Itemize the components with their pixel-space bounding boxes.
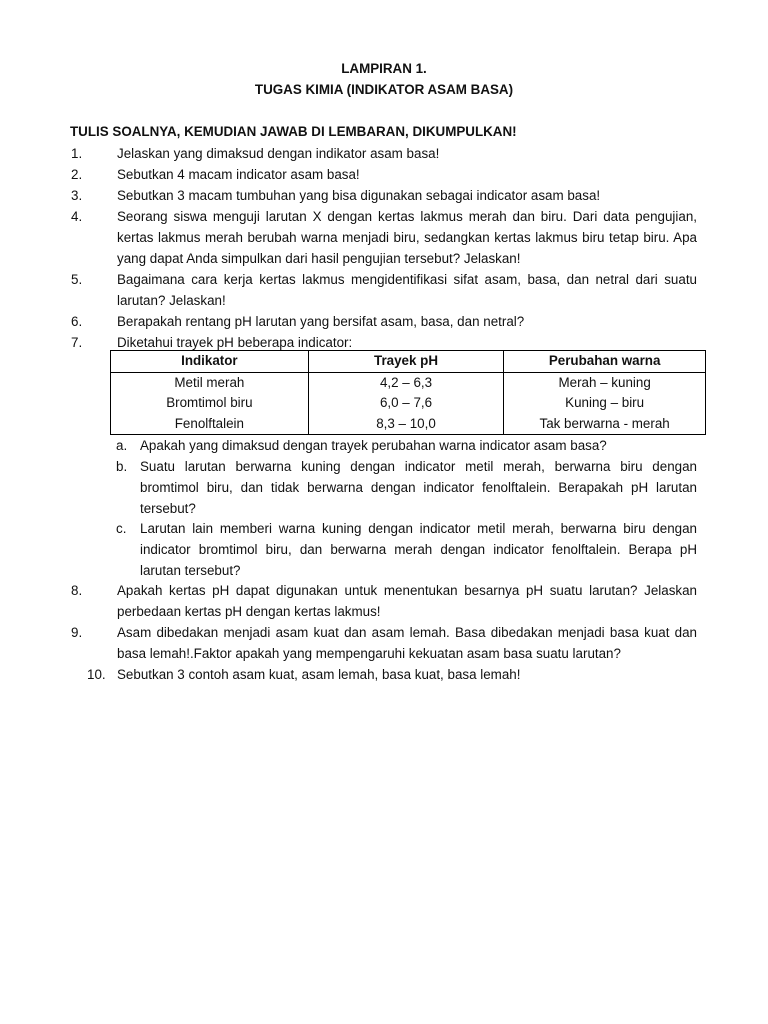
table-cell: Tak berwarna - merah <box>504 414 706 435</box>
table-cell: Kuning – biru <box>504 393 706 414</box>
subquestion-text: Apakah yang dimaksud dengan trayek perubahan warna indicator asam basa? <box>140 438 607 453</box>
question-number: 1. <box>71 146 83 161</box>
subquestion-text: Larutan lain memberi warna kuning dengan indicator metil merah, berwarna biru dengan indicator bromtimol biru, dan berwarna merah dengan indicator fenolftalein. Berapa pH larutan tersebut? <box>140 521 697 578</box>
question-text: Asam dibedakan menjadi asam kuat dan asam lemah. Basa dibedakan menjadi basa kuat dan basa lemah!.Faktor apakah yang mempengaruhi kekuatan asam basa suatu larutan? <box>117 625 697 661</box>
subquestion-letter: a. <box>116 438 128 453</box>
question-text: Jelaskan yang dimaksud dengan indikator asam basa! <box>117 146 440 161</box>
table-cell: Fenolftalein <box>111 414 309 435</box>
question-text: Sebutkan 3 macam tumbuhan yang bisa digunakan sebagai indicator asam basa! <box>117 188 601 203</box>
question-text: Sebutkan 3 contoh asam kuat, asam lemah, basa kuat, basa lemah! <box>117 667 521 682</box>
indicator-table <box>110 350 706 435</box>
question-text: Seorang siswa menguji larutan X dengan kertas lakmus merah dan biru. Dari data pengujian, kertas lakmus merah berubah warna menjadi biru, sedangkan kertas lakmus biru tetap biru. Apa yang dapat Anda simpulkan dari hasil pengujian tersebut? Jelaskan! <box>117 209 697 266</box>
question-number: 6. <box>71 314 83 329</box>
question-number: 7. <box>71 335 83 350</box>
table-cell: 8,3 – 10,0 <box>308 414 504 435</box>
table-cell: Merah – kuning <box>504 372 706 393</box>
table-cell: 4,2 – 6,3 <box>308 372 504 393</box>
document-subtitle: TUGAS KIMIA (INDIKATOR ASAM BASA) <box>254 82 514 97</box>
table-header-cell: Trayek pH <box>308 351 504 373</box>
table-row <box>111 372 706 393</box>
table-header-cell: Perubahan warna <box>504 351 706 373</box>
table-header-row <box>111 351 706 373</box>
question-number: 5. <box>71 272 83 287</box>
question-text: Sebutkan 4 macam indicator asam basa! <box>117 167 360 182</box>
question-text: Apakah kertas pH dapat digunakan untuk menentukan besarnya pH suatu larutan? Jelaskan perbedaan kertas pH dengan kertas lakmus! <box>117 583 697 619</box>
question-number: 10. <box>87 667 106 682</box>
table-cell: 6,0 – 7,6 <box>308 393 504 414</box>
subquestion-text: Suatu larutan berwarna kuning dengan indicator metil merah, berwarna biru dengan bromtimol biru, dan tidak berwarna dengan indicator fenolftalein. Berapakah pH larutan tersebut? <box>140 459 697 516</box>
instruction-text: TULIS SOALNYA, KEMUDIAN JAWAB DI LEMBARAN, DIKUMPULKAN! <box>70 124 517 139</box>
table-row <box>111 393 706 414</box>
question-number: 8. <box>71 583 83 598</box>
table-row <box>111 414 706 435</box>
table-header-cell: Indikator <box>111 351 309 373</box>
subquestion-letter: b. <box>116 459 128 474</box>
document-title: LAMPIRAN 1. <box>341 61 427 76</box>
table-cell: Bromtimol biru <box>111 393 309 414</box>
question-number: 3. <box>71 188 83 203</box>
table-cell: Metil merah <box>111 372 309 393</box>
question-number: 4. <box>71 209 83 224</box>
question-number: 9. <box>71 625 83 640</box>
question-text: Bagaimana cara kerja kertas lakmus mengidentifikasi sifat asam, basa, dan netral dari suatu larutan? Jelaskan! <box>117 272 697 308</box>
subquestion-letter: c. <box>116 521 127 536</box>
question-number: 2. <box>71 167 83 182</box>
question-text: Berapakah rentang pH larutan yang bersifat asam, basa, dan netral? <box>117 314 525 329</box>
question-text: Diketahui trayek pH beberapa indicator: <box>117 335 353 350</box>
